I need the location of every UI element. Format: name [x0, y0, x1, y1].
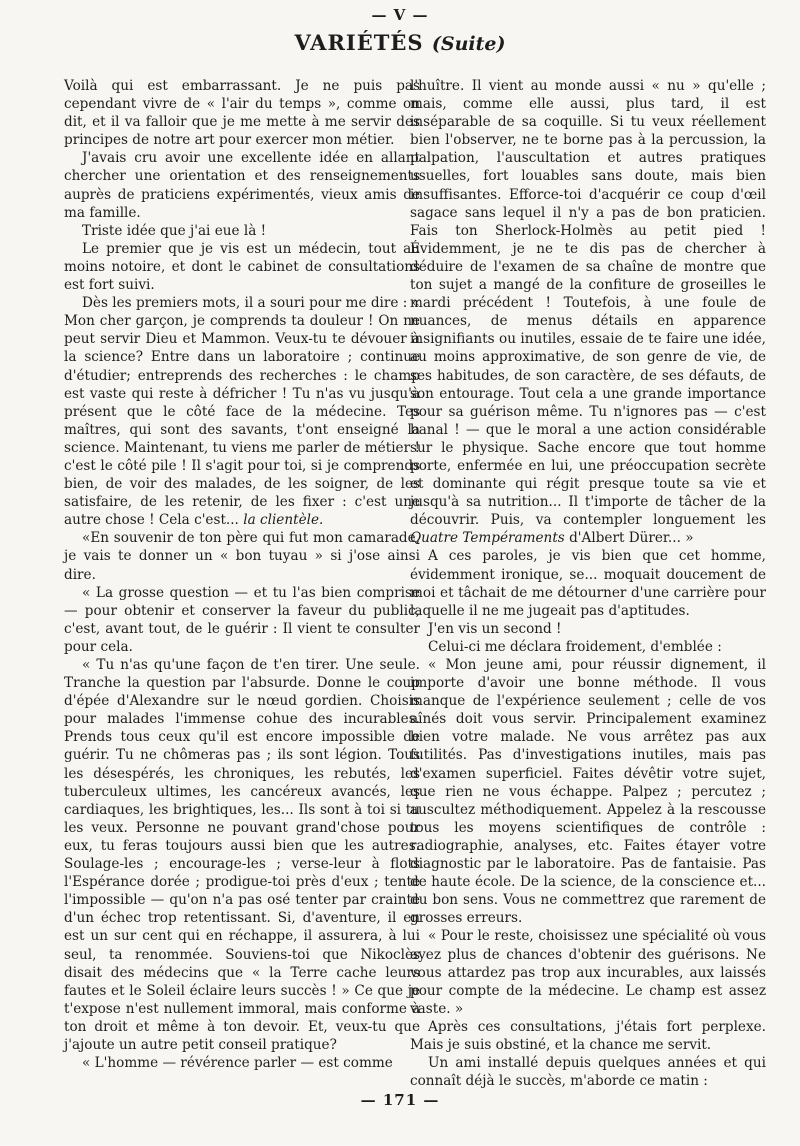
- italic-title: Quatre Tempéraments: [410, 530, 565, 547]
- left-column: [64, 77, 420, 1072]
- paragraph: [64, 294, 420, 529]
- paragraph: A ces paroles, je vis bien que cet homme, évidemment ironique, se... moquait doucement de moi et tâchait de me détourner d'une carrière pour laquelle il ne me jugeait pas d'aptitudes.: [410, 548, 766, 619]
- paragraph: J'en vis un second !: [428, 620, 562, 637]
- paragraph: « Tu n'as qu'une façon de t'en tirer. Une seule. Tranche la question par l'absurde. Donne le coup d'épée d'Alexandre sur le nœud gordien. Choisis pour malades l'immense cohue des incurables. Prends tous ceux qu'il est encore impossible de guérir. Tu ne chômeras pas ; ils sont légion. Tous les désespérés, les chroniques, les rebutés, les tuberculeux ultimes, les cancéreux avancés, les cardiaques, les brightiques, les... Ils sont à toi si tu les veux. Personne ne pouvant grand'chose pour eux, tu feras toujours aussi bien que les autres. Soulage-les ; encourage-les ; verse-leur à flots l'Espérance dorée ; prodigue-toi près d'eux ; tente l'impossible — qu'on n'a pas osé tenter par crainte d'un échec trop retentissant. Si, d'aventure, il en est un sur cent qui en réchappe, il assurera, à lui seul, ta renommée. Souviens-toi que Nikoclès disait des médecins que « la Terre cache leurs fautes et le Soleil éclaire leurs succès ! » Ce que je t'expose n'est nullement immoral, mais conforme à ton droit et même à ton devoir. Et, veux-tu que j'ajoute un autre petit conseil pratique?: [64, 657, 420, 1053]
- italic-phrase: la clientèle.: [243, 512, 324, 529]
- paragraph: Triste idée que j'ai eue là !: [82, 222, 267, 239]
- paragraph: Voilà qui est embarrassant. Je ne puis pas cependant vivre de « l'air du temps », comme on dit, et il va falloir que je me mette à me servir des principes de notre art pour exercer mon métier.: [64, 78, 420, 149]
- paragraph: Celui-ci me déclara froidement, d'emblée :: [428, 638, 722, 655]
- right-column: [410, 77, 766, 1090]
- section-title: [0, 30, 800, 55]
- title-suffix: (Suite): [431, 33, 506, 55]
- paragraph: J'avais cru avoir une excellente idée en allant chercher une orientation et des renseignements auprès de praticiens expérimentés, vieux amis de ma famille.: [64, 150, 420, 221]
- paragraph-text: l'huître. Il vient au monde aussi « nu » qu'elle ; mais, comme elle aussi, plus tard, il est inséparable de sa coquille. Si tu veux réellement bien l'observer, ne te borne pas à la percussion, la palpation, l'auscultation et autres pratiques usuelles, fort louables sans doute, mais bien insuffisantes. Efforce-toi d'acquérir ce coup d'œil sagace sans lequel il n'y a pas de bon praticien. Fais ton Sherlock-Holmès au petit pied ! Évidemment, je ne te dis pas de chercher à déduire de l'examen de sa chaîne de montre que ton sujet a mangé de la confiture de groseilles le mardi précédent ! Toutefois, à une foule de nuances, de menus détails en apparence insignifiants ou inutiles, essaie de te faire une idée, au moins approximative, de son genre de vie, de ses habitudes, de son caractère, de ses défauts, de son entourage. Tout cela a une grande importance pour sa guérison même. Tu n'ignores pas — c'est banal ! — que le moral a une action considérable sur le physique. Sache encore que tout homme porte, enfermée en lui, une préoccupation secrète et dominante qui régit presque toute sa vie et jusqu'à sa nutrition... Il t'importe de tâcher de la découvrir. Puis, va contempler longuement les: [410, 78, 766, 529]
- paragraph-text: Dès les premiers mots, il a souri pour me dire : « Mon cher garçon, je comprends ta douleur ! On ne peut servir Dieu et Mammon. Veux-tu te dévouer à la science? Entre dans un laboratoire ; continue d'étudier; entreprends des recherches : le champ est vaste qui reste à défricher ! Tu n'as vu jusqu'à présent que le côté face de la médecine. Tes maîtres, qui sont des savants, t'ont enseigné la science. Maintenant, tu viens me parler de métier ! c'est le côté pile ! Il s'agit pour toi, si je comprends bien, de voir des malades, de les soigner, de les satisfaire, de les retenir, de les fixer : c'est une autre chose ! Cela c'est...: [64, 295, 420, 529]
- paragraph: « Mon jeune ami, pour réussir dignement, il importe d'avoir une bonne méthode. Il vous manque de l'expérience seulement ; celle de vos aînés doit vous servir. Principalement examinez bien votre malade. Ne vous arrêtez pas aux futilités. Pas d'investigations inutiles, mais pas d'examen superficiel. Faites dévêtir votre sujet, que rien ne vous échappe. Palpez ; percutez ; auscultez méthodiquement. Appelez à la rescousse tous les moyens scientifiques de contrôle : radiographie, analyses, etc. Faites étayer votre diagnostic par le laboratoire. Pas de fantaisie. Pas de haute école. De la science, de la conscience et... du bon sens. Vous ne commettrez que rarement de grosses erreurs.: [410, 657, 766, 927]
- paragraph: « Pour le reste, choisissez une spécialité où vous ayez plus de chances d'obtenir des guérisons. Ne vous attardez pas trop aux incurables, aux laissés pour compte de la médecine. Le champ est assez vaste. »: [410, 928, 766, 1017]
- page-number: — 171 —: [360, 1091, 440, 1109]
- paragraph: « L'homme — révérence parler — est comme: [82, 1055, 393, 1072]
- running-folio: — V —: [371, 6, 429, 24]
- paragraph: «En souvenir de ton père qui fut mon camarade, je vais te donner un « bon tuyau » si j'ose ainsi dire.: [64, 530, 420, 583]
- paragraph: Le premier que je vis est un médecin, tout au moins notoire, et dont le cabinet de consultations est fort suivi.: [64, 240, 420, 294]
- title-main: VARIÉTÉS: [294, 30, 424, 55]
- paragraph: « La grosse question — et tu l'as bien comprise — pour obtenir et conserver la faveur du public, c'est, avant tout, de le guérir : Il vient te consulter pour cela.: [64, 584, 420, 655]
- paragraph-tail: d'Albert Dürer... »: [569, 530, 694, 547]
- paragraph: Après ces consultations, j'étais fort perplexe. Mais je suis obstiné, et la chance me servit.: [410, 1018, 766, 1053]
- paragraph: Un ami installé depuis quelques années et qui connaît déjà le succès, m'aborde ce matin :: [410, 1055, 766, 1090]
- paragraph: [410, 77, 766, 547]
